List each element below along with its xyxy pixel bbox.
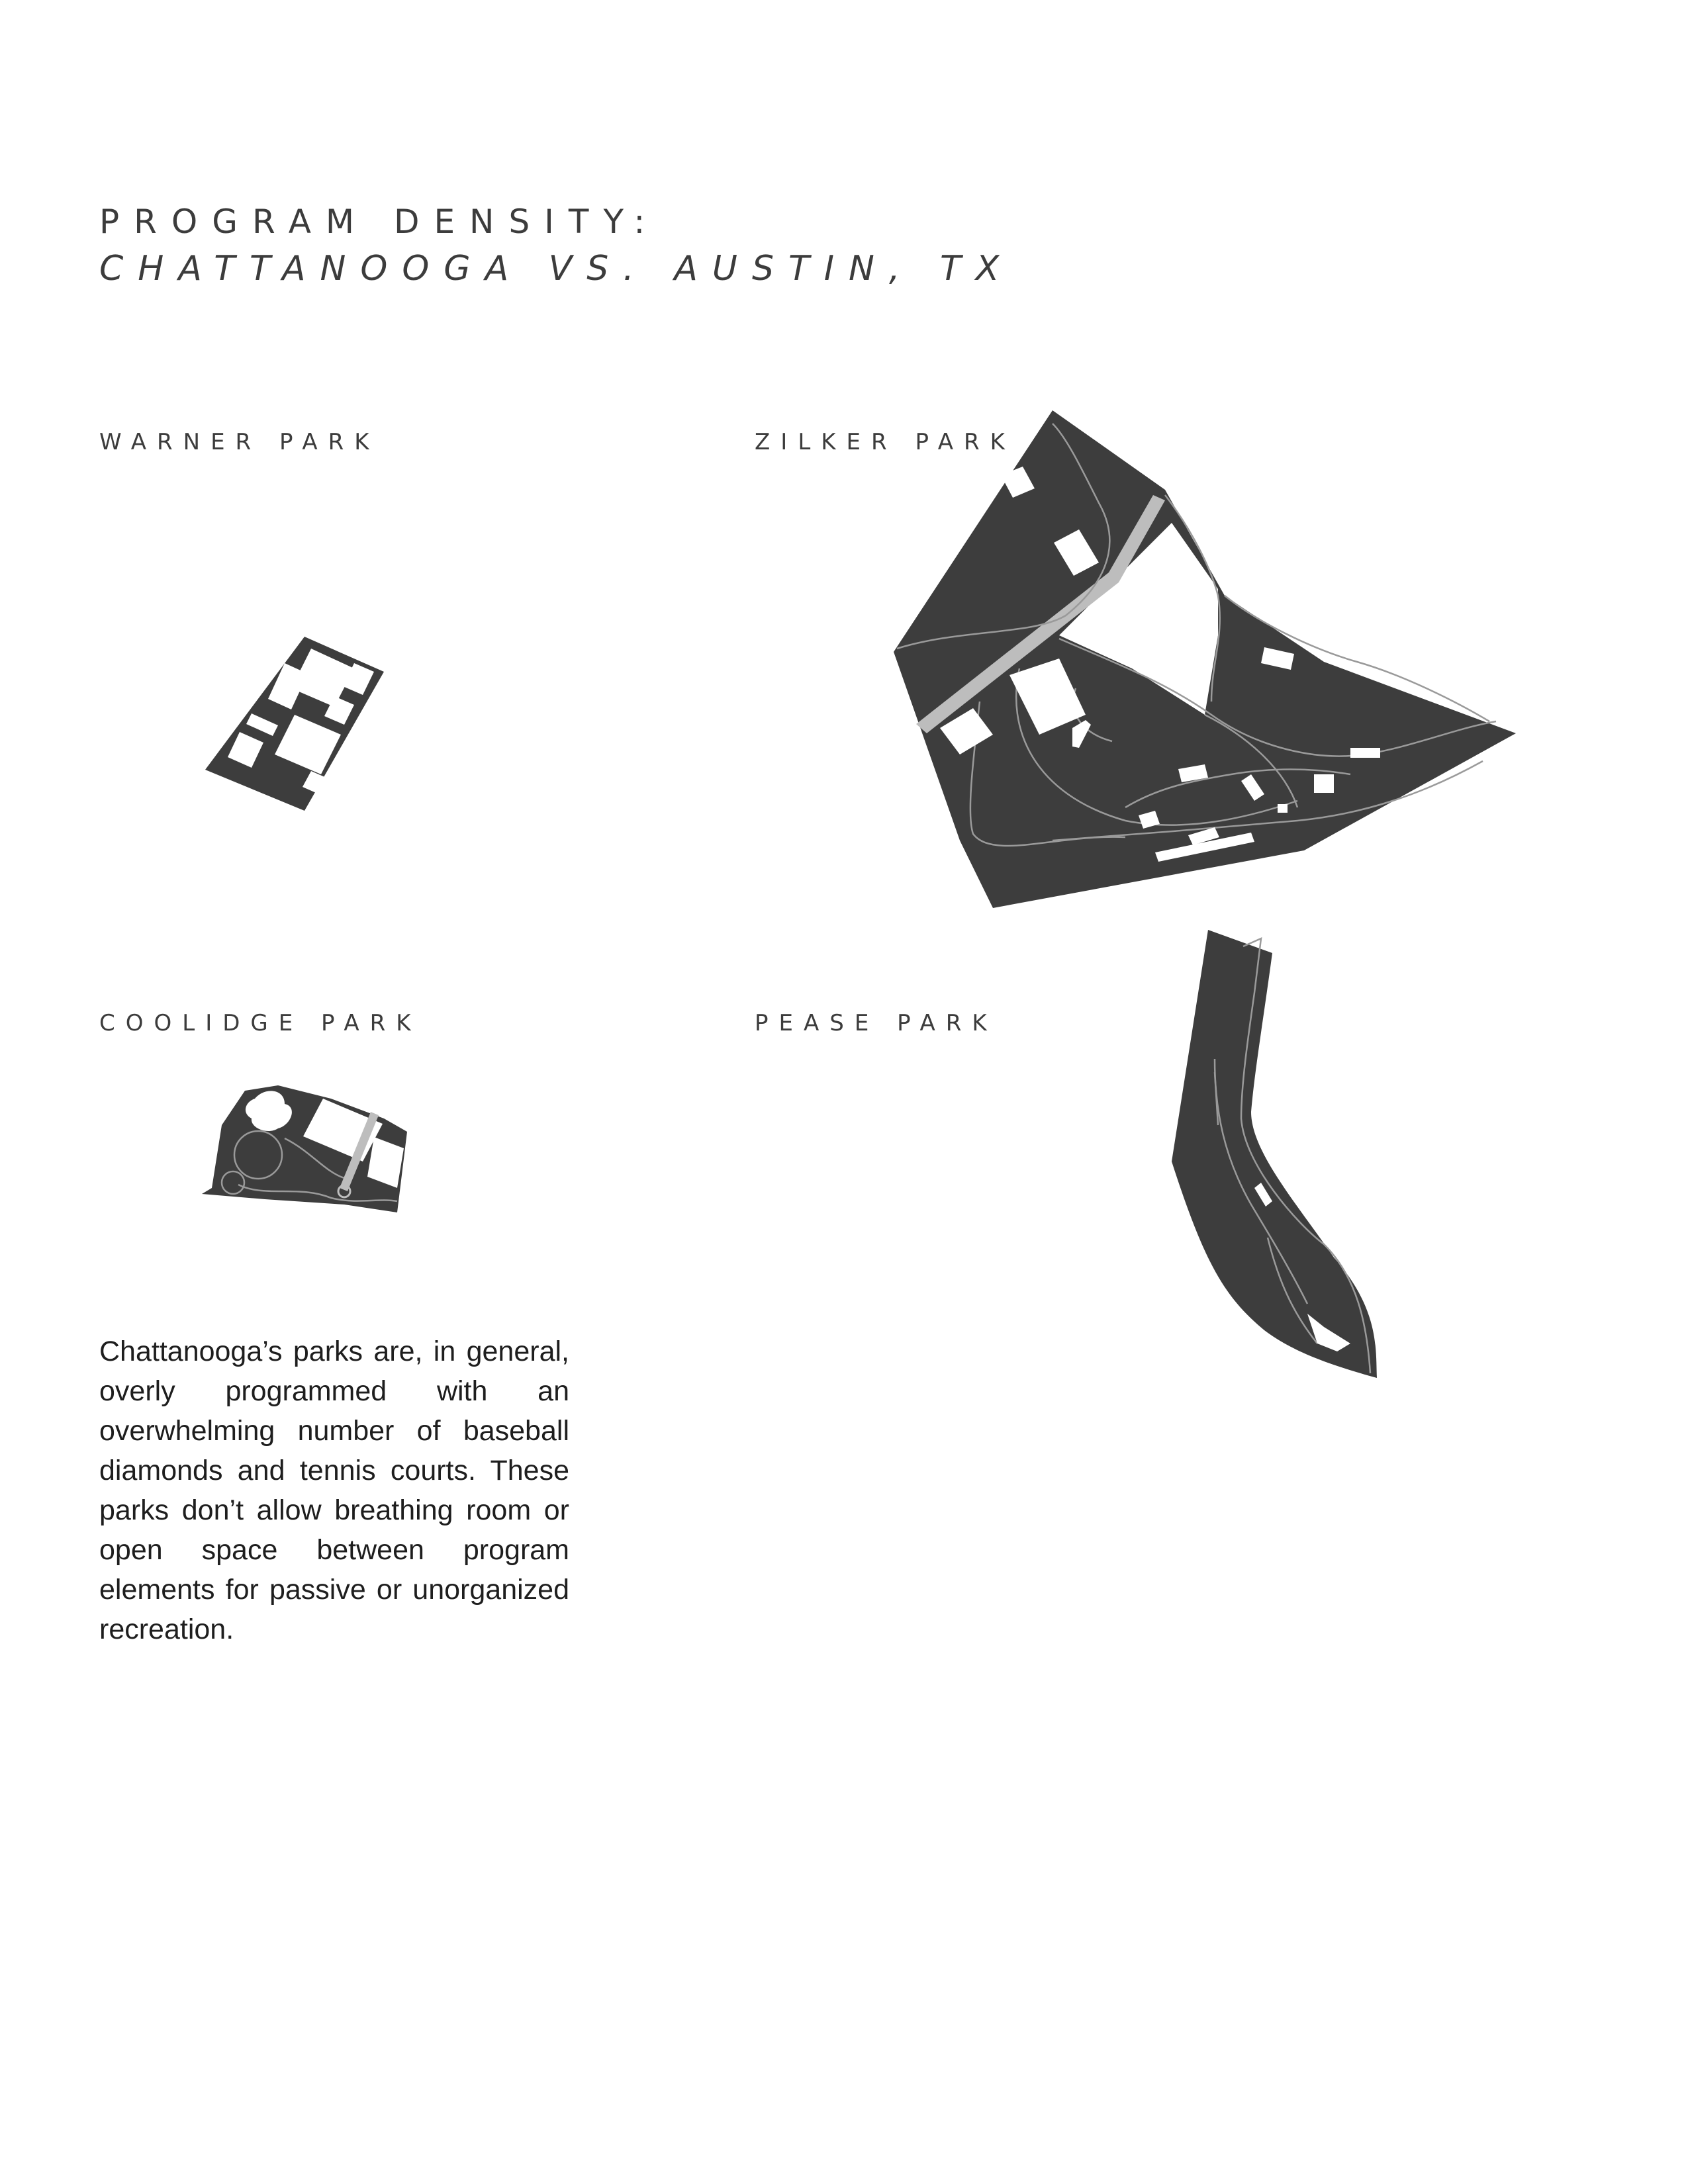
coolidge-park-label: COOLIDGE PARK xyxy=(99,1010,422,1036)
zilker-program-court xyxy=(1314,774,1334,793)
zilker-program-court xyxy=(1350,748,1380,758)
pease-park-label: PEASE PARK xyxy=(755,1010,998,1036)
warner-park-plan xyxy=(199,629,397,814)
pease-park-boundary xyxy=(1172,930,1377,1378)
description-paragraph: Chattanooga’s parks are, in general, overly programmed with an overwhelming number of baseball diamonds and tennis courts. These parks don’t allow breathing room or open space between program elements for passive or unorganized recreation. xyxy=(99,1336,569,1645)
warner-park-label: WARNER PARK xyxy=(99,429,380,455)
zilker-program-court xyxy=(1278,804,1288,813)
coolidge-park-plan xyxy=(199,1079,417,1221)
pease-park-plan xyxy=(1158,923,1387,1387)
zilker-park-label: ZILKER PARK xyxy=(755,429,1015,455)
zilker-park-plan xyxy=(887,404,1523,920)
title-line-2: CHATTANOOGA VS. AUSTIN, TX xyxy=(99,249,1014,289)
title-line-1: PROGRAM DENSITY: xyxy=(99,203,660,241)
